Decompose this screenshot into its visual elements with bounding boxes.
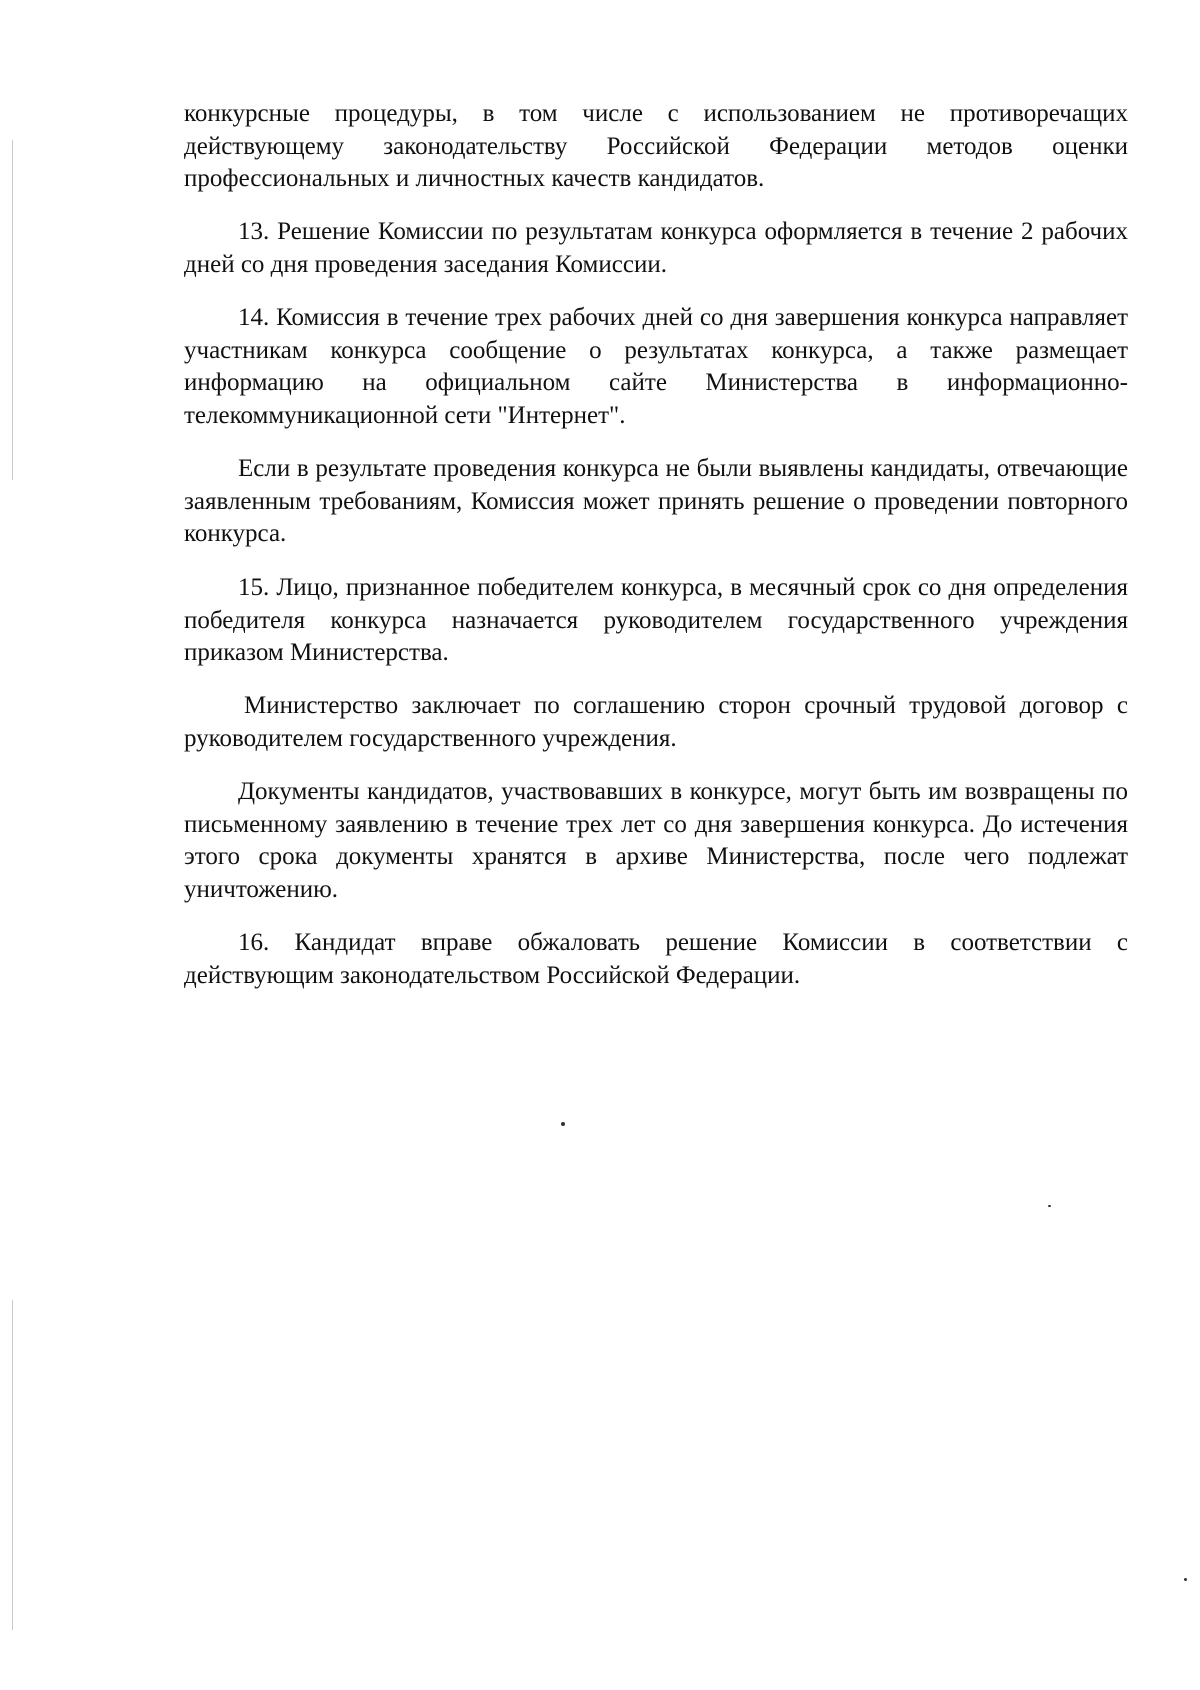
document-body [184, 453, 1128, 551]
paragraph-14: 14. Комиссия в течение трех рабочих дней со дня завершения конкурса направляет участникам конкурса сообщение о результатах конкурса, а также размещает информацию на официальном сайте Министерства в информационно-телекоммуникационной сети "Интернет". [184, 304, 1128, 429]
paragraph-13: 13. Решение Комиссии по результатам конкурса оформляется в течение 2 рабочих дней со дня проведения заседания Комиссии. [184, 218, 1128, 278]
scan-speck [1048, 1205, 1051, 1207]
paragraph-14-repeat-contest: Если в результате проведения конкурса не были выявлены кандидаты, отвечающие заявленным требованиям, Комиссия может принять решение о проведении повторного конкурса. [184, 455, 1128, 547]
scan-speck [1184, 1578, 1187, 1581]
scan-edge-mark-bottom [12, 1300, 13, 1630]
paragraph-continuation: конкурсные процедуры, в том числе с использованием не противоречащих действующему законодательству Российской Федерации методов оценки профессиональных и личностных качеств кандидатов. [184, 100, 1128, 192]
paragraph-15-documents: Документы кандидатов, участвовавших в конкурсе, могут быть им возвращены по письменному заявлению в течение трех лет со дня завершения конкурса. До истечения этого срока документы хранятся в архиве Министерства, после чего подлежат уничтожению. [184, 778, 1128, 903]
document-body [184, 572, 1128, 670]
document-body [184, 98, 1128, 196]
scan-edge-mark-top [12, 140, 13, 480]
document-body [184, 690, 1128, 755]
scan-speck [561, 1122, 565, 1126]
document-body [184, 927, 1128, 992]
document-body [184, 776, 1128, 906]
paragraph-16: 16. Кандидат вправе обжаловать решение Комиссии в соответствии с действующим законодательством Российской Федерации. [184, 929, 1128, 989]
paragraph-15-contract: Министерство заключает по соглашению сторон срочный трудовой договор с руководителем государственного учреждения. [184, 692, 1128, 752]
document-body [184, 302, 1128, 432]
paragraph-15: 15. Лицо, признанное победителем конкурса, в месячный срок со дня определения победителя конкурса назначается руководителем государственного учреждения приказом Министерства. [184, 574, 1128, 666]
document-body [184, 216, 1128, 281]
